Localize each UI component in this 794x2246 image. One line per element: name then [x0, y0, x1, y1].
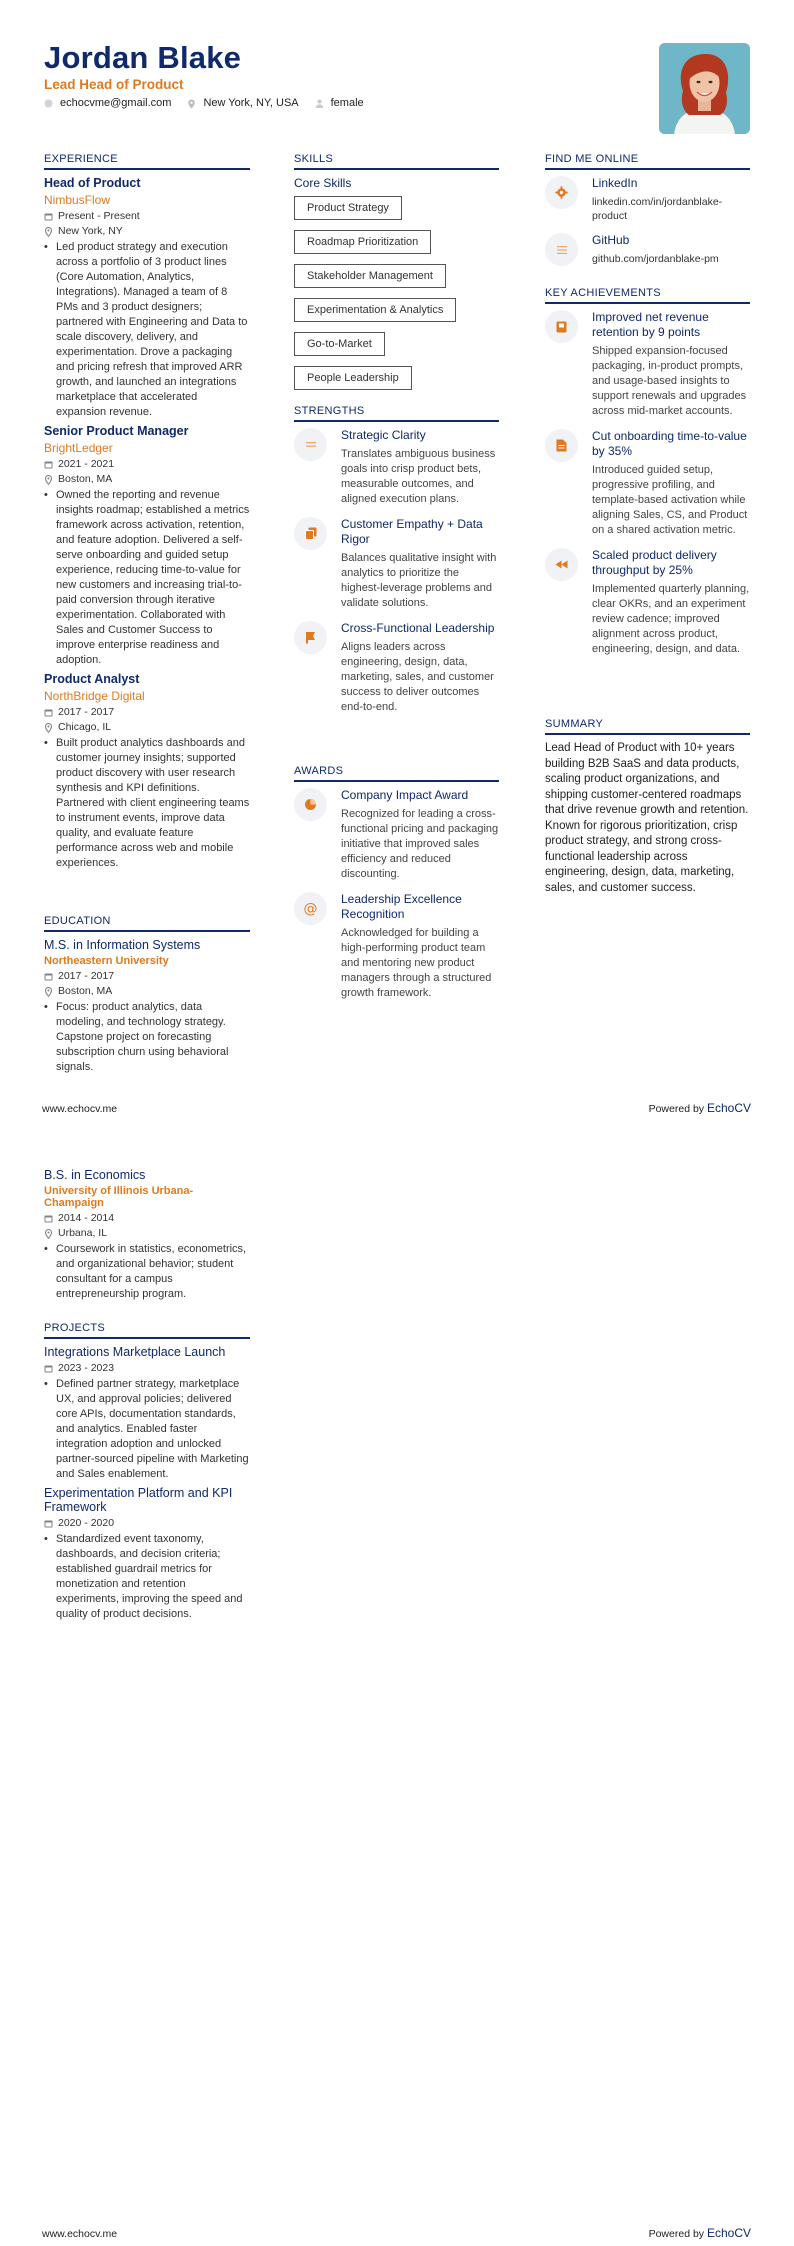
awards-section	[294, 765, 499, 1011]
copy-icon	[294, 517, 327, 550]
achievement-title: Cut onboarding time-to-value by 35%	[592, 429, 747, 458]
achievement-item	[545, 429, 750, 538]
award-title: Leadership Excellence Recognition	[341, 892, 462, 921]
online-item[interactable]	[545, 176, 750, 223]
strength-item	[294, 428, 499, 507]
footer-powered: Powered by EchoCV	[648, 2226, 751, 2240]
strength-desc: Aligns leaders across engineering, design, data, marketing, sales, and customer success to deliver outcomes end-to-end.	[341, 641, 494, 713]
calendar-icon	[44, 212, 53, 221]
education-bullet: • Focus: product analytics, data modeling, and technology strategy. Capstone project on forecasting subscription churn using behavioral signals.	[44, 1000, 250, 1075]
lines-icon	[294, 428, 327, 461]
skill-tag: Go-to-Market	[294, 332, 385, 356]
footer-powered: Powered by EchoCV	[648, 1101, 751, 1115]
award-desc: Acknowledged for building a high-performing product team and mentoring new product managers through a structured growth framework.	[341, 927, 492, 999]
summary-section	[545, 718, 750, 896]
calendar-icon	[44, 1214, 53, 1223]
strengths-heading: STRENGTHS	[294, 405, 499, 422]
email-icon	[44, 99, 53, 108]
achievement-desc: Introduced guided setup, progressive profiling, and template-based activation while aligning Sales, CS, and Product on a shared activation metric.	[592, 464, 748, 536]
online-name: LinkedIn	[592, 176, 638, 190]
summary-paragraph: Lead Head of Product with 10+ years building B2B SaaS and data products, scaling product organizations, and shipping customer-centered roadmaps that drive revenue growth and retention.	[545, 742, 749, 816]
achievements-section	[545, 287, 750, 667]
skill-tag: People Leadership	[294, 366, 412, 390]
education-location: Boston, MA	[44, 985, 250, 997]
email-text: echocvme@gmail.com	[60, 97, 172, 109]
project-dates: 2020 - 2020	[44, 1517, 250, 1529]
summary-paragraph: Known for rigorous prioritization, crisp product strategy, and strong cross-functional leadership across engineering, design, data, marketing, sales, and customer success.	[545, 819, 738, 894]
job-company: NorthBridge Digital	[44, 689, 145, 703]
job-location: New York, NY	[44, 225, 250, 237]
skill-tag: Stakeholder Management	[294, 264, 446, 288]
job-bullet: • Owned the reporting and revenue insights roadmap; established a metrics framework across activation, retention, and feature adoption. Delivered a self-serve onboarding and guided setup experience, reducing time-to-value for new customers and increasing trial-to-paid conversion through iterative experimentation. Collaborated with Sales and Customer Success to improve enterprise readiness and adoption.	[44, 488, 250, 668]
online-item[interactable]	[545, 233, 750, 266]
achievement-title: Scaled product delivery throughput by 25%	[592, 548, 717, 577]
job-title: Head of Product	[44, 176, 141, 190]
location-pin-icon	[44, 987, 53, 996]
project-bullet: • Defined partner strategy, marketplace UX, and approval policies; delivered core APIs, documentation standards, and analytics. Enabled faster integration adoption and unlocked partner-sourced pipeline with Marketing and Sales enablement.	[44, 1377, 250, 1482]
job-dates: 2021 - 2021	[44, 458, 250, 470]
award-item	[294, 892, 499, 1001]
gear-icon	[545, 176, 578, 209]
book-icon	[545, 310, 578, 343]
education-entry	[44, 1168, 250, 1302]
strength-title: Customer Empathy + Data Rigor	[341, 517, 483, 546]
achievement-item	[545, 310, 750, 419]
job-entry	[44, 424, 250, 668]
calendar-icon	[44, 972, 53, 981]
job-company: NimbusFlow	[44, 193, 111, 207]
job-entry	[44, 672, 250, 871]
rewind-icon	[545, 548, 578, 581]
strength-desc: Balances qualitative insight with analytics to prioritize the highest-leverage problems and validate solutions.	[341, 552, 497, 609]
summary-heading: SUMMARY	[545, 718, 750, 735]
contact-email[interactable]	[44, 97, 171, 109]
project-entry	[44, 1345, 250, 1482]
education-entry	[44, 938, 250, 1075]
project-name: Integrations Marketplace Launch	[44, 1345, 226, 1359]
profile-photo	[659, 43, 750, 134]
job-entry	[44, 176, 250, 420]
project-dates: 2023 - 2023	[44, 1362, 250, 1374]
degree-title: M.S. in Information Systems	[44, 938, 201, 952]
achievement-title: Improved net revenue retention by 9 points	[592, 310, 709, 339]
calendar-icon	[44, 708, 53, 717]
online-name: GitHub	[592, 233, 630, 247]
candidate-role: Lead Head of Product	[44, 77, 184, 92]
candidate-name: Jordan Blake	[44, 40, 242, 75]
education-dates: 2017 - 2017	[44, 970, 250, 982]
achievement-desc: Shipped expansion-focused packaging, in-product prompts, and usage-based insights to support renewals and upgrades across mid-market accounts.	[592, 345, 747, 417]
calendar-icon	[44, 1364, 53, 1373]
skill-tag: Product Strategy	[294, 196, 402, 220]
job-bullet: • Led product strategy and execution across a portfolio of 3 product lines (Core Automation, Analytics, Integrations). Managed a team of 8 PMs and 3 product designers; partnered with Engineering and Data to scale discovery, delivery, and experimentation. Drove a packaging and pricing refresh that improved ARR growth, and launched an integrations marketplace that accelerated expansion revenue.	[44, 240, 250, 420]
achievements-heading: KEY ACHIEVEMENTS	[545, 287, 750, 304]
project-entry	[44, 1486, 250, 1622]
strength-item	[294, 517, 499, 611]
projects-heading: PROJECTS	[44, 1322, 250, 1339]
job-bullet: • Built product analytics dashboards and customer journey insights; supported product discovery with user research synthesis and KPI definitions. Partnered with client engineering teams to instrument events, improve data quality, and evaluate feature performance across web and mobile experiences.	[44, 736, 250, 871]
online-url[interactable]: github.com/jordanblake-pm	[592, 253, 719, 265]
location-pin-icon	[44, 227, 53, 236]
job-dates: Present - Present	[44, 210, 250, 222]
resume-page-2	[0, 1128, 794, 2246]
location-pin-icon	[44, 723, 53, 732]
job-dates: 2017 - 2017	[44, 706, 250, 718]
skills-section	[294, 153, 499, 400]
online-url[interactable]: linkedin.com/in/jordanblake-product	[592, 196, 723, 222]
education-continued	[44, 1164, 250, 1302]
skills-heading: SKILLS	[294, 153, 499, 170]
project-name: Experimentation Platform and KPI Framework	[44, 1486, 233, 1514]
experience-section	[44, 153, 250, 871]
footer-website[interactable]: www.echocv.me	[42, 2228, 118, 2240]
location-pin-icon	[187, 99, 196, 108]
location-pin-icon	[44, 1229, 53, 1238]
education-location: Urbana, IL	[44, 1227, 250, 1239]
job-location: Boston, MA	[44, 473, 250, 485]
school-name: Northeastern University	[44, 955, 169, 967]
award-item	[294, 788, 499, 882]
job-title: Senior Product Manager	[44, 424, 189, 438]
education-dates: 2014 - 2014	[44, 1212, 250, 1224]
online-heading: FIND ME ONLINE	[545, 153, 750, 170]
project-bullet: • Standardized event taxonomy, dashboards, and decision criteria; established guardrail metrics for monetization and retention experiments, improving the speed and quality of product decisions.	[44, 1532, 250, 1622]
strength-desc: Translates ambiguous business goals into crisp product bets, measurable outcomes, and aligned execution plans.	[341, 448, 496, 505]
award-title: Company Impact Award	[341, 788, 469, 802]
calendar-icon	[44, 460, 53, 469]
footer-brand[interactable]: EchoCV	[706, 2226, 751, 2240]
skills-subtitle: Core Skills	[294, 176, 352, 190]
footer-brand[interactable]: EchoCV	[706, 1101, 751, 1115]
skill-tag: Experimentation & Analytics	[294, 298, 456, 322]
projects-section	[44, 1322, 250, 1622]
at-icon: @	[294, 892, 327, 925]
degree-title: B.S. in Economics	[44, 1168, 146, 1182]
menu-icon	[545, 233, 578, 266]
achievement-item	[545, 548, 750, 657]
education-heading: EDUCATION	[44, 915, 250, 932]
job-company: BrightLedger	[44, 441, 113, 455]
achievement-desc: Implemented quarterly planning, clear OKRs, and an experiment review cadence; improved alignment across product, engineering, design, and data.	[592, 583, 750, 655]
strength-title: Cross-Functional Leadership	[341, 621, 495, 635]
awards-heading: AWARDS	[294, 765, 499, 782]
person-icon	[315, 99, 324, 108]
school-name: University of Illinois Urbana-Champaign	[44, 1185, 194, 1209]
flag-icon	[294, 621, 327, 654]
job-location: Chicago, IL	[44, 721, 250, 733]
skill-tag: Roadmap Prioritization	[294, 230, 431, 254]
document-icon	[545, 429, 578, 462]
experience-heading: EXPERIENCE	[44, 153, 250, 170]
contact-location	[187, 97, 298, 109]
strength-item	[294, 621, 499, 715]
pie-chart-icon	[294, 788, 327, 821]
strength-title: Strategic Clarity	[341, 428, 426, 442]
contact-gender	[315, 97, 364, 109]
calendar-icon	[44, 1519, 53, 1528]
location-text: New York, NY, USA	[203, 97, 299, 109]
education-bullet: • Coursework in statistics, econometrics, and organizational behavior; student consultant for a campus entrepreneurship program.	[44, 1242, 250, 1302]
job-title: Product Analyst	[44, 672, 140, 686]
online-section	[545, 153, 750, 276]
contact-row	[44, 97, 380, 109]
strengths-section	[294, 405, 499, 725]
footer-website[interactable]: www.echocv.me	[42, 1103, 118, 1115]
gender-text: female	[330, 97, 364, 109]
award-desc: Recognized for leading a cross-functional pricing and packaging initiative that improved sales efficiency and reduced discounting.	[341, 808, 499, 880]
location-pin-icon	[44, 475, 53, 484]
education-section	[44, 915, 250, 1075]
skill-tags	[294, 196, 499, 400]
